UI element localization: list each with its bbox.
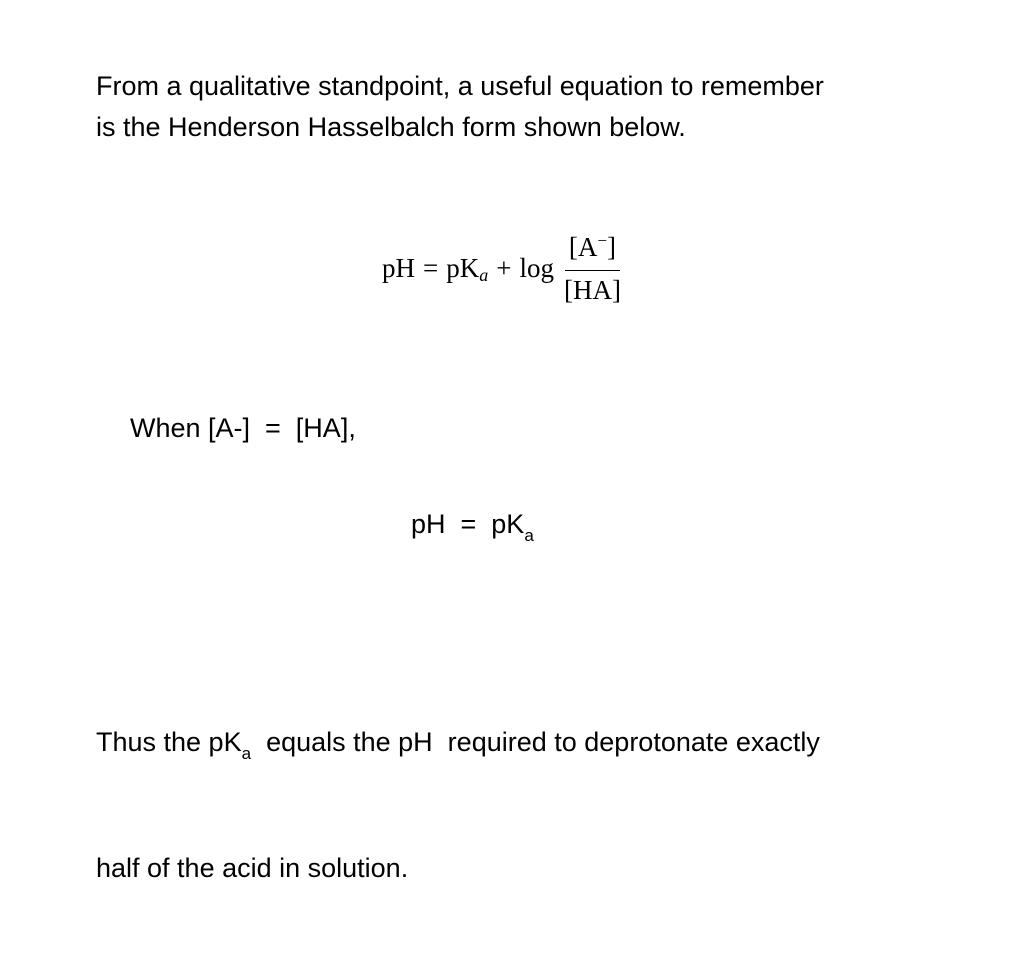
conclusion-line-2: half of the acid in solution.	[96, 853, 409, 883]
equation-fraction	[560, 230, 625, 307]
fraction-numerator	[565, 230, 620, 271]
equation-pk-subscript: a	[479, 264, 489, 285]
condition-text: When [A-] = [HA],	[130, 413, 356, 443]
result-subscript: a	[524, 526, 534, 545]
result-equation	[411, 504, 534, 548]
intro-paragraph	[96, 66, 976, 148]
intro-line-2: is the Henderson Hasselbalch form shown below.	[96, 112, 686, 142]
equation-lhs: pH	[382, 252, 415, 283]
numerator-close: ]	[607, 231, 617, 262]
equation-equals: =	[423, 252, 439, 283]
fraction-denominator: [HA]	[563, 274, 621, 305]
conclusion-line-1	[96, 722, 976, 766]
henderson-hasselbalch-equation	[382, 226, 625, 310]
result-main: pH = pK	[411, 509, 525, 539]
intro-line-1: From a qualitative standpoint, a useful equation to remember	[96, 71, 824, 101]
conclusion-subscript: a	[241, 744, 252, 763]
equation-pk: pK	[446, 252, 480, 283]
numerator-base: [A	[568, 231, 598, 262]
conclusion-part-1: Thus the pK	[96, 727, 242, 757]
conclusion-paragraph	[96, 640, 976, 971]
equation-log: log	[519, 252, 554, 283]
numerator-superscript: −	[597, 230, 608, 250]
equation-plus: +	[496, 252, 512, 283]
conclusion-part-2: equals the pH required to deprotonate exactly	[251, 727, 820, 757]
